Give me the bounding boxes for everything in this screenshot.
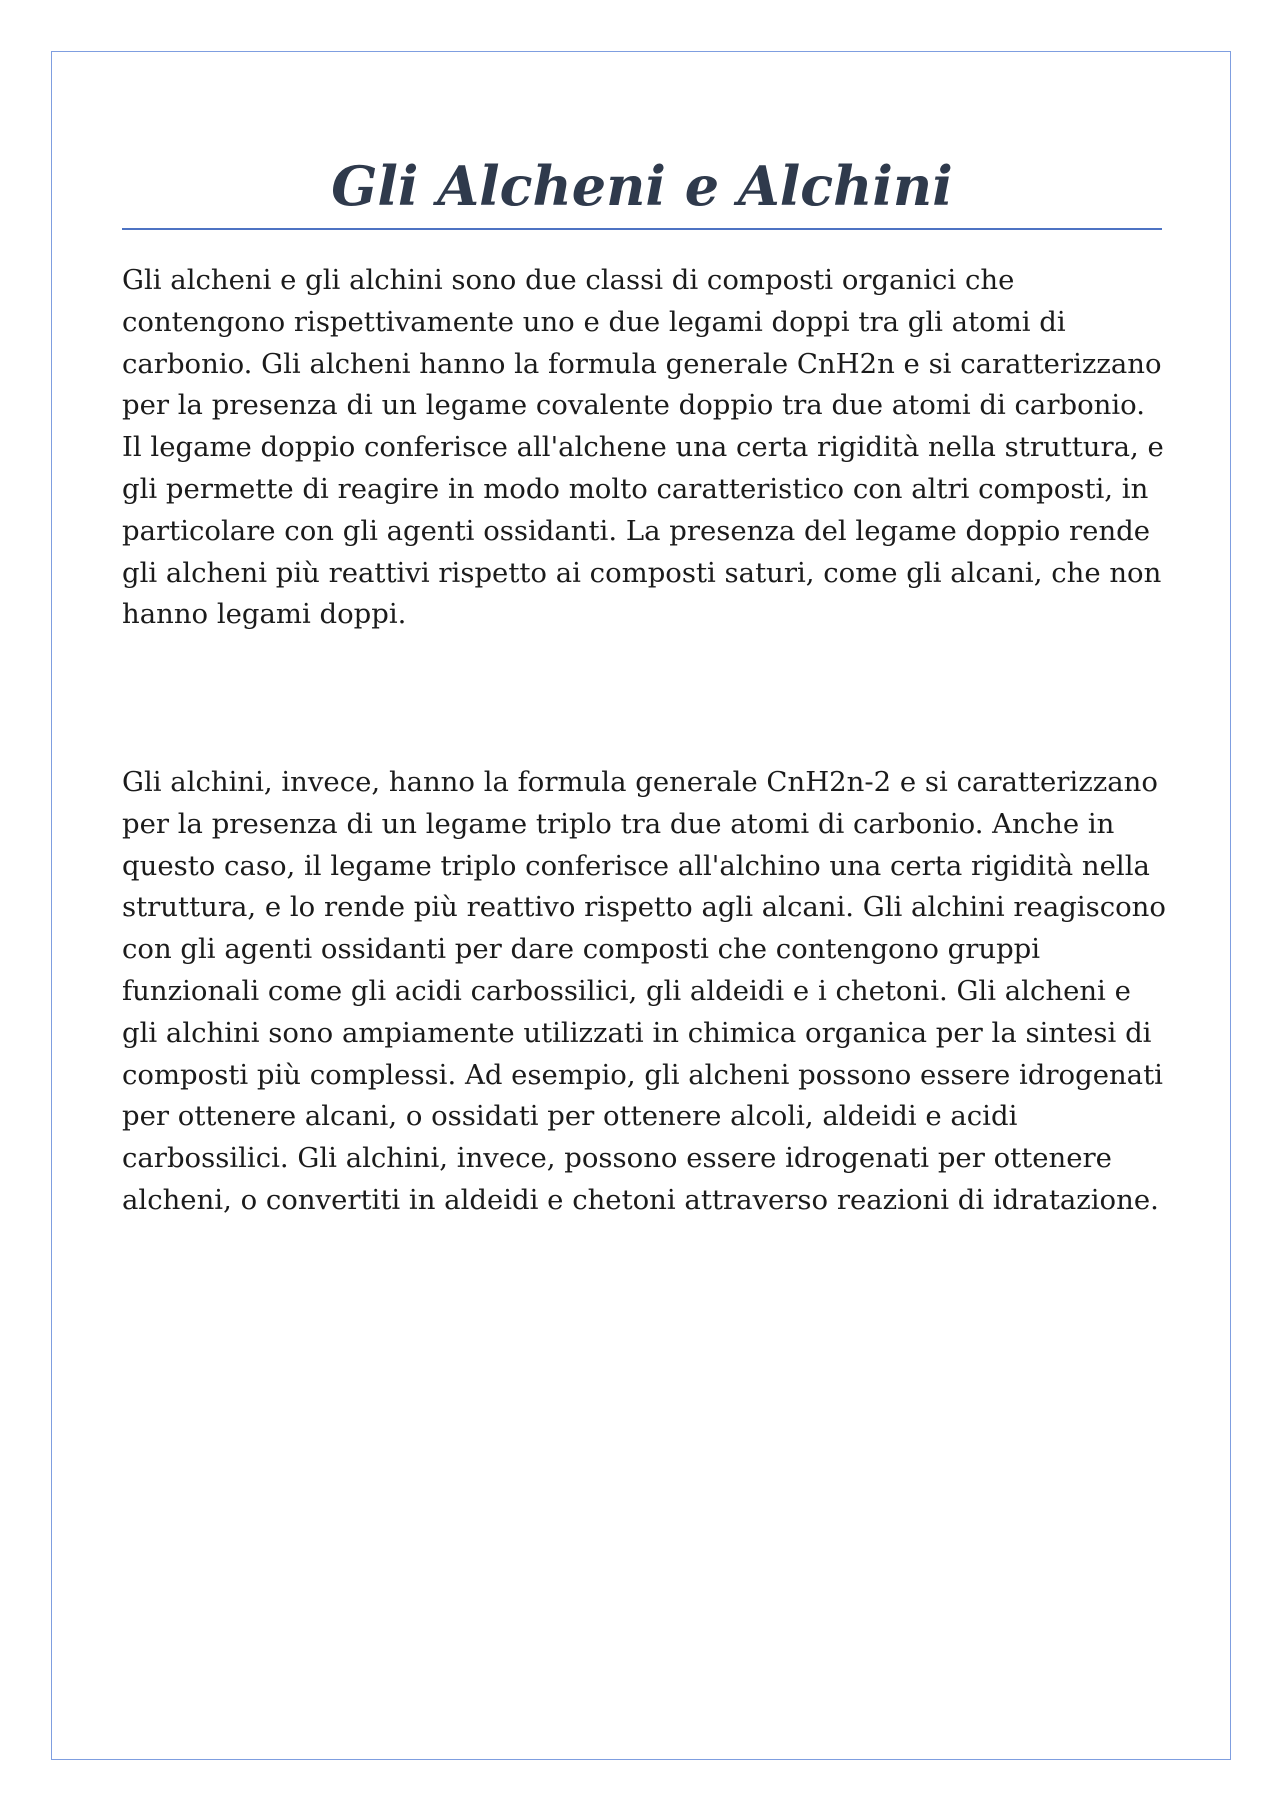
title-underline: [122, 228, 1162, 230]
paragraph-alchini: Gli alchini, invece, hanno la formula generale CnH2n-2 e si caratterizzano per la presenza di un legame triplo tra due atomi di carbonio. Anche in questo caso, il legame triplo conferisce all'alchino una certa rigidità nella struttura, e lo rende più reattivo rispetto agli alcani. Gli alchini reagiscono con gli agenti ossidanti per dare composti che contengono gruppi funzionali come gli acidi carbossilici, gli aldeidi e i chetoni. Gli alcheni e gli alchini sono ampiamente utilizzati in chimica organica per la sintesi di composti più complessi. Ad esempio, gli alcheni possono essere idrogenati per ottenere alcani, o ossidati per ottenere alcoli, aldeidi e acidi carbossilici. Gli alchini, invece, possono essere idrogenati per ottenere alcheni, o convertiti in aldeidi e chetoni attraverso reazioni di idratazione.: [122, 766, 1166, 1216]
paragraph-alcheni: Gli alcheni e gli alchini sono due classi di composti organici che contengono rispettivamente uno e due legami doppi tra gli atomi di carbonio. Gli alcheni hanno la formula generale CnH2n e si caratterizzano per la presenza di un legame covalente doppio tra due atomi di carbonio. Il legame doppio conferisce all'alchene una certa rigidità nella struttura, e gli permette di reagire in modo molto caratteristico con altri composti, in particolare con gli agenti ossidanti. La presenza del legame doppio rende gli alcheni più reattivi rispetto ai composti saturi, come gli alcani, che non hanno legami doppi.: [122, 264, 1164, 631]
page-title: Gli Alcheni e Alchini: [331, 154, 953, 218]
